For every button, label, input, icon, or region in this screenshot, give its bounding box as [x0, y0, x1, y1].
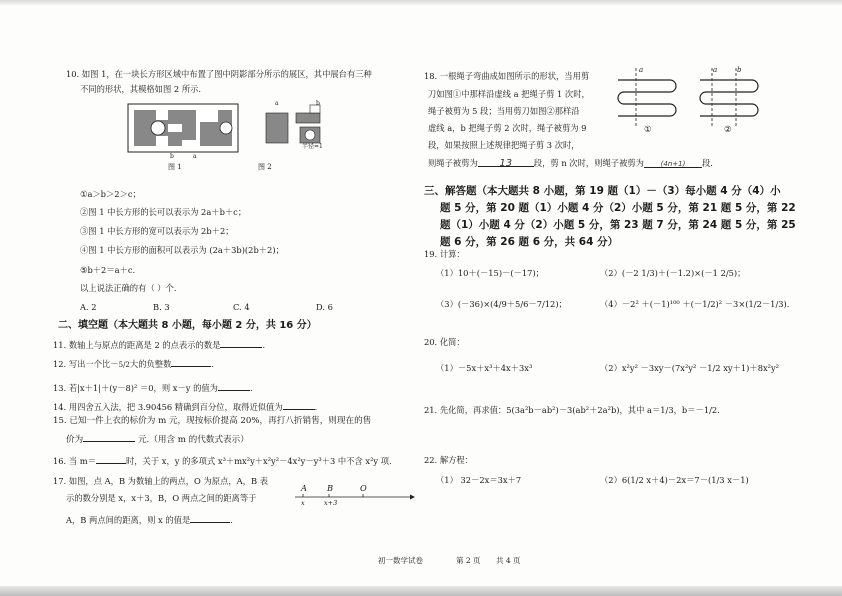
- q10-statement-5: ⑤b＋2＝a＋c.: [80, 265, 136, 275]
- q18-line3: 绳子被剪为 5 段；当用剪刀如图②那样沿: [428, 106, 580, 116]
- q18-line1: 18. 一根绳子弯曲成如图所示的形状，当用剪: [424, 71, 590, 81]
- q18-fig1-label-a: a: [639, 66, 644, 74]
- q16-stem-a: 16. 当 m＝: [53, 456, 96, 466]
- q10-fig2-caption: 图 2: [258, 163, 272, 171]
- q17-value-a: x: [301, 499, 305, 507]
- section-3-line1: 三、解答题（本大题共 8 小题，第 19 题（1）－（3）每小题 4 分（4）小: [424, 185, 781, 197]
- q17-answer-blank[interactable]: [190, 514, 230, 523]
- q18-fig2-label-a: a: [713, 66, 718, 74]
- q18-line5: 段，如果按照上述规律把绳子剪 3 次时，: [428, 140, 580, 150]
- q22-part-2: （2）6(1/2 x＋4)－2x＝7－(1/3 x－1): [600, 475, 749, 485]
- q12-stem: 12. 写出一个比－: [53, 359, 119, 369]
- section-3-line3: 题（1）小题 4 分（2）小题 5 分，第 23 题 7 分，第 24 题 5 分，第 25: [440, 219, 796, 231]
- q18-line6-stem: 则绳子被剪为: [428, 158, 478, 168]
- q19-part-3: （3）(－36)×(4/9＋5/6－7/12)；: [436, 299, 567, 309]
- q15-line2-stem: 价为: [66, 435, 84, 445]
- fig1-label-b: b: [170, 153, 174, 160]
- q16-text: [53, 455, 392, 467]
- q19-title: 19. 计算：: [424, 249, 465, 259]
- q19-part-1: （1）10＋(－15)－(－17)；: [436, 268, 544, 278]
- footer-total-pages: 共 4 页: [496, 556, 521, 565]
- q20-part-1: （1）－5x＋x³＋4x＋3x³: [436, 363, 533, 373]
- q15-tail: 元.（用含 m 的代数式表示）: [137, 435, 249, 445]
- q18-answer-blank-2[interactable]: [644, 159, 702, 168]
- q17-line3-stem: A，B 两点间的距离，则 x 的值是: [66, 515, 191, 525]
- q16-answer-blank[interactable]: [96, 455, 126, 464]
- q12-fraction: 5/2: [118, 361, 130, 369]
- q17-line1: 17. 如图，点 A，B 为数轴上的两点，O 为原点，A，B 表: [53, 476, 269, 486]
- fig1-label-a: a: [193, 153, 197, 160]
- q10-figure-2: [266, 105, 336, 155]
- section-3-line4: 题 6 分，第 26 题 6 分，共 64 分）: [440, 236, 619, 248]
- q10-option-b: B. 3: [153, 302, 170, 312]
- footer-subject: 初一数学试卷: [378, 556, 423, 565]
- q11-text: 11. 数轴上与原点的距离是 2 的点表示的数是 .: [53, 340, 266, 350]
- q18-line6: [428, 158, 713, 169]
- q15-line2: [66, 433, 249, 445]
- q10-statement-3: ③图 1 中长方形的宽可以表示为 2b＋2；: [80, 226, 234, 236]
- q18-fig2-label-b: b: [737, 66, 742, 74]
- q18-handwritten-answer-2: (4n+1): [660, 160, 686, 168]
- section-2-title: 二、填空题（本大题共 8 小题，每小题 2 分，共 16 分）: [58, 320, 317, 331]
- q19-part-2: （2）(－2 1/3)＋(－1.2)×(－1 2/5)；: [600, 268, 746, 278]
- q18-handwritten-answer-1: 13: [499, 158, 513, 169]
- q10-statement-1: ①a＞b＞2＞c；: [80, 189, 141, 199]
- q22-part-1: （1） 32－2x＝3x＋7: [436, 475, 522, 485]
- q17-line3: A，B 两点间的距离，则 x 的值是 .: [66, 515, 233, 525]
- q18-line2: 刀如图①中那样沿虚线 a 把绳子剪 1 次时，: [428, 89, 590, 99]
- footer-page-number: 第 2 页: [456, 556, 481, 565]
- q12-tail: 大的负整数: [129, 359, 172, 369]
- q18-figure-2: [696, 68, 766, 128]
- q17-point-o: O: [360, 483, 367, 493]
- q14-answer-blank[interactable]: [283, 401, 315, 410]
- q18-line6-mid: 段，剪 n 次时，则绳子被剪为: [533, 158, 644, 168]
- q13-text: 13. 若|x＋1|＋(y－8)² ＝0，则 x－y 的值为 .: [53, 383, 253, 393]
- q10-option-d: D. 6: [316, 302, 333, 312]
- q19-part-4: （4）－2² ＋(－1)¹⁰⁰ ＋(－1/2)² －3×(1/2－1/3).: [600, 299, 790, 309]
- q10-option-a: A. 2: [80, 302, 97, 312]
- q10-prompt: 以上说法正确的有（ ）个.: [80, 283, 177, 293]
- q18-answer-blank-1[interactable]: [478, 158, 534, 167]
- q15-answer-blank[interactable]: [83, 433, 135, 442]
- fig2-label-b: b: [316, 100, 320, 107]
- q10-option-c: C. 4: [233, 302, 250, 312]
- q11-answer-blank[interactable]: [220, 339, 262, 348]
- q17-point-b: B: [327, 483, 334, 493]
- q17-value-b: x+3: [324, 499, 338, 507]
- q16-stem-b: 时，关于 x，y 的多项式 x³＋mx²y＋x²y²－4x²y－y³＋3 中不含 x²y 项.: [125, 456, 392, 466]
- q22-title: 22. 解方程：: [424, 455, 474, 465]
- q18-fig2-caption: ②: [724, 124, 732, 134]
- q17-line2: 示的数分别是 x，x＋3，B，O 两点之间的距离等于: [66, 493, 257, 503]
- section-3-line2: 题 5 分，第 20 题（1）小题 4 分（2）小题 5 分，第 21 题 5 分，第 22: [440, 202, 796, 214]
- q17-number-line: [295, 493, 415, 507]
- q17-point-a: A: [301, 483, 307, 493]
- fig2-label-a: a: [275, 100, 279, 107]
- q20-part-2: （2）x²y² －3xy－(7x²y² －1/2 xy＋1)＋8x²y²: [600, 363, 779, 373]
- q12-text: 12. 写出一个比－5/2大的负整数 .: [53, 359, 215, 369]
- q21-text: 21. 先化简，再求值：5(3a²b－ab²)－3(ab²＋2a²b)，其中 a＝1/3，b＝－1/2.: [424, 405, 720, 415]
- q14-stem: 14. 用四舍五入法，把 3.90456 精确到百分位，取得近似值为: [53, 402, 283, 412]
- q15-line1: 15. 已知一件上衣的标价为 m 元，现按标价提高 20%，再打八折销售，则现在的售: [53, 416, 372, 426]
- q18-line6-end: 段.: [701, 158, 713, 168]
- fig2-radius-label: 半径=1: [302, 143, 323, 150]
- q14-text: 14. 用四舍五入法，把 3.90456 精确到百分位，取得近似值为 .: [53, 402, 318, 412]
- q18-figure-1: [614, 68, 684, 128]
- q10-statement-2: ②图 1 中长方形的长可以表示为 2a＋b＋c；: [80, 207, 247, 217]
- q10-stem-line2: 不同的形状，其模格如图 2 所示.: [80, 84, 202, 94]
- q10-figure-1: [128, 104, 248, 159]
- q18-fig1-caption: ①: [644, 124, 652, 134]
- q10-statement-4: ④图 1 中长方形的面积可以表示为 (2a＋3b)(2b＋2)；: [80, 245, 284, 255]
- q18-line4: 虚线 a，b 把绳子剪 2 次时，绳子被剪为 9: [428, 123, 587, 133]
- q13-answer-blank[interactable]: [218, 382, 250, 391]
- scan-shadow-top: [0, 0, 842, 6]
- q11-stem: 11. 数轴上与原点的距离是 2 的点表示的数是: [53, 340, 221, 350]
- q10-stem-line1: 10. 如图 1，在一块长方形区域中布置了图中阴影部分所示的展区，其中展台有三种: [66, 69, 372, 79]
- q13-stem: 13. 若|x＋1|＋(y－8)² ＝0，则 x－y 的值为: [53, 383, 218, 393]
- q10-fig1-caption: 图 1: [168, 163, 182, 171]
- q20-title: 20. 化简：: [424, 337, 465, 347]
- q12-answer-blank[interactable]: [171, 358, 211, 367]
